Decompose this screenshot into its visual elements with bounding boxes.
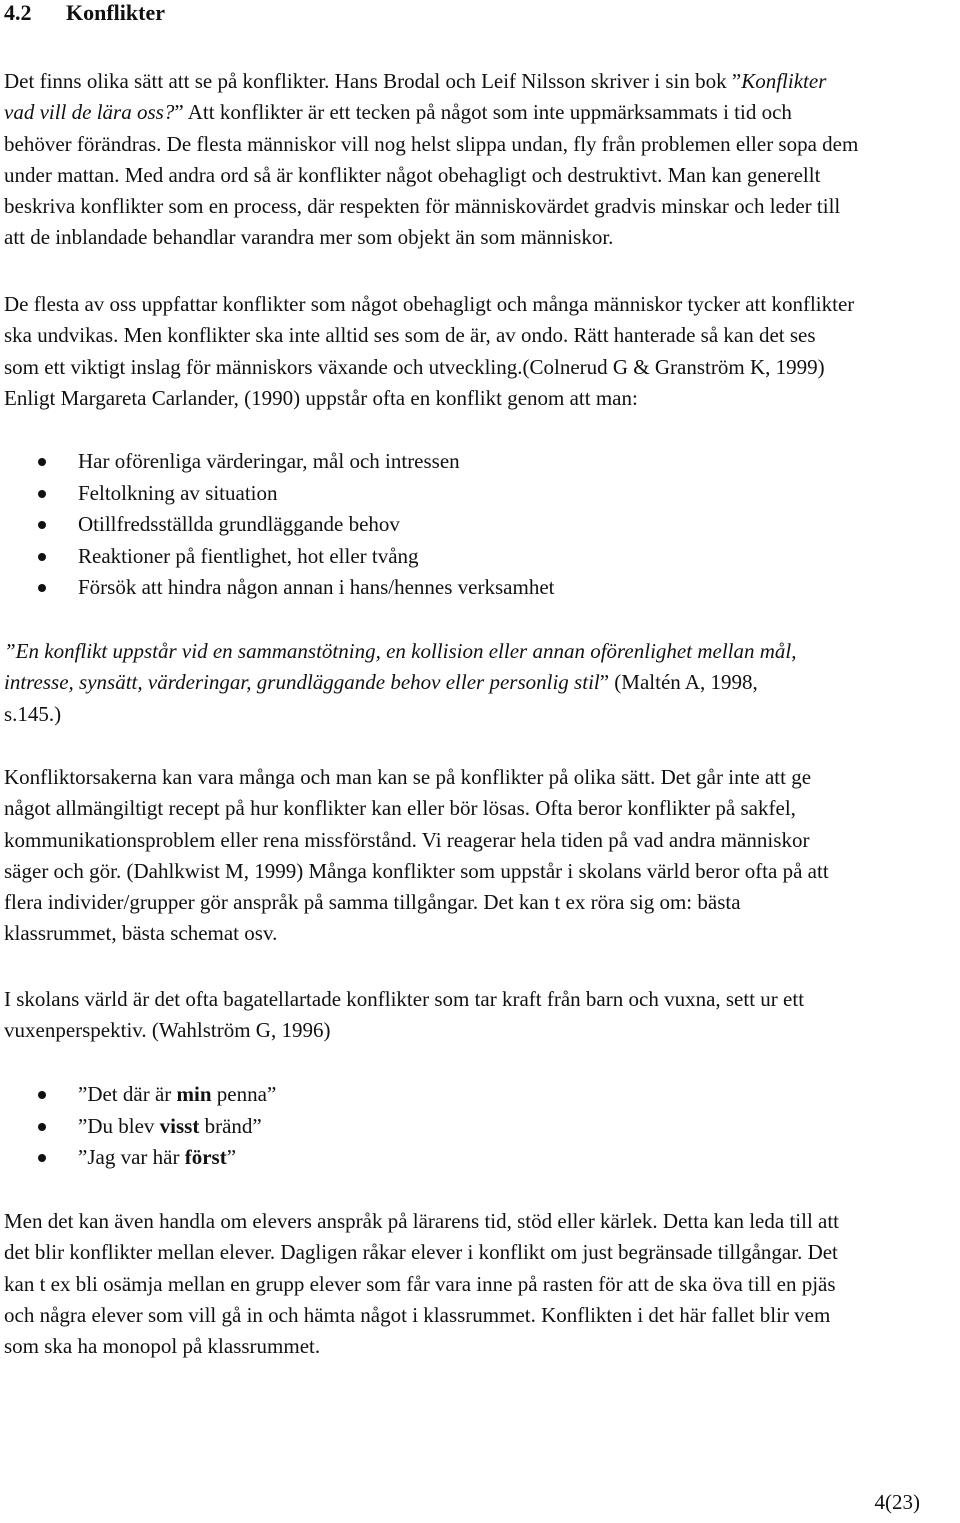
text-line: intresse, synsätt, värderingar, grundläggande behov eller personlig stil” (Maltén A, 1998, [4, 670, 758, 695]
text-line: Det finns olika sätt att se på konflikter. Hans Brodal och Leif Nilsson skriver i sin bok ”Konflikter [4, 69, 827, 93]
paragraph-teacher [4, 1206, 960, 1362]
list-item: Försök att hindra någon annan i hans/hennes verksamhet [0, 572, 960, 604]
list-item: ”Jag var här först” [0, 1142, 960, 1174]
bullet-icon [38, 553, 46, 561]
text-line: vuxenperspektiv. (Wahlström G, 1996) [4, 1018, 331, 1043]
text-line: I skolans värld är det ofta bagatellartade konflikter som tar kraft från barn och vuxna, sett ur ett [4, 987, 805, 1011]
text-line: säger och gör. (Dahlkwist M, 1999) Många konflikter som uppstår i skolans värld beror ofta på att [4, 858, 829, 883]
text-line: De flesta av oss uppfattar konflikter som något obehagligt och många människor tycker att konflikter [4, 292, 855, 316]
list-item: ”Du blev visst bränd” [0, 1111, 960, 1143]
text-line: Enligt Margareta Carlander, (1990) uppstår ofta en konflikt genom att man: [4, 385, 638, 410]
text-line: Konfliktorsakerna kan vara många och man kan se på konflikter på olika sätt. Det går inte att ge [4, 765, 812, 789]
text-line: klassrummet, bästa schemat osv. [4, 921, 278, 946]
bullet-icon [38, 1091, 46, 1099]
bullet-icon [38, 521, 46, 529]
text-line: att de inblandade behandlar varandra mer som objekt än som människor. [4, 225, 614, 250]
bullet-icon [38, 1123, 46, 1131]
bullet-icon [38, 458, 46, 466]
quotes-list [0, 1079, 960, 1174]
paragraph-causes [4, 762, 960, 950]
paragraph-school [4, 984, 960, 1047]
list-item: Feltolkning av situation [0, 478, 960, 510]
text-line: under mattan. Med andra ord så är konflikter något obehagligt och destruktivt. Man kan generellt [4, 162, 821, 187]
section-title: Konflikter [66, 0, 165, 25]
book-title-cont: vad vill de lära oss? [4, 100, 175, 125]
text-line: och några elever som vill gå in och hämta något i klassrummet. Konflikten i det här fallet blir vem [4, 1302, 831, 1327]
bullet-icon [38, 490, 46, 498]
list-item: Har oförenliga värderingar, mål och intressen [0, 446, 960, 478]
text-line: flera individer/grupper gör anspråk på samma tillgångar. Det kan t ex röra sig om: bästa [4, 890, 741, 915]
section-heading [4, 0, 165, 27]
paragraph-views [4, 289, 960, 414]
text-line: som ska ha monopol på klassrummet. [4, 1334, 321, 1359]
list-item: ”Det där är min penna” [0, 1079, 960, 1111]
text-line: som ett viktigt inslag för människors växande och utveckling.(Colnerud G & Granström K, 1999) [4, 354, 825, 379]
paragraph-quote [4, 636, 960, 730]
text-line: vad vill de lära oss?” Att konflikter är ett tecken på något som inte uppmärksammats i tid och [4, 100, 792, 125]
text-line: Men det kan även handla om elevers anspråk på lärarens tid, stöd eller kärlek. Detta kan leda till att [4, 1209, 840, 1233]
text-line: något allmängiltigt recept på hur konflikter kan eller bör lösas. Ofta beror konflikter på sakfel, [4, 796, 796, 821]
text-line: ”En konflikt uppstår vid en sammanstötning, en kollision eller annan oförenlighet mellan mål, [4, 639, 797, 663]
page-number: 4(23) [874, 1490, 920, 1514]
text-line: det blir konflikter mellan elever. Dagligen råkar elever i konflikt om just begränsade tillgångar. Det [4, 1240, 838, 1265]
text-line: s.145.) [4, 701, 62, 726]
list-item: Otillfredsställda grundläggande behov [0, 509, 960, 541]
list-item: Reaktioner på fientlighet, hot eller tvång [0, 541, 960, 573]
bullet-icon [38, 1154, 46, 1162]
paragraph-intro [4, 66, 960, 254]
text-line: kommunikationsproblem eller rena missförstånd. Vi reagerar hela tiden på vad andra människor [4, 827, 810, 852]
bullet-icon [38, 584, 46, 592]
book-title: Konflikter [741, 69, 827, 93]
causes-list [0, 446, 960, 604]
text-line: behöver förändras. De flesta människor vill nog helst slippa undan, fly från problemen eller sopa dem [4, 131, 859, 156]
text-line: beskriva konflikter som en process, där respekten för människovärdet gradvis minskar och leder till [4, 194, 841, 219]
text-line: ska undvikas. Men konflikter ska inte alltid ses som de är, av ondo. Rätt hanterade så kan det ses [4, 323, 816, 348]
text-line: kan t ex bli osämja mellan en grupp elever som får vara inne på rasten för att de ska öva till en pjäs [4, 1271, 836, 1296]
section-number: 4.2 [4, 0, 32, 25]
